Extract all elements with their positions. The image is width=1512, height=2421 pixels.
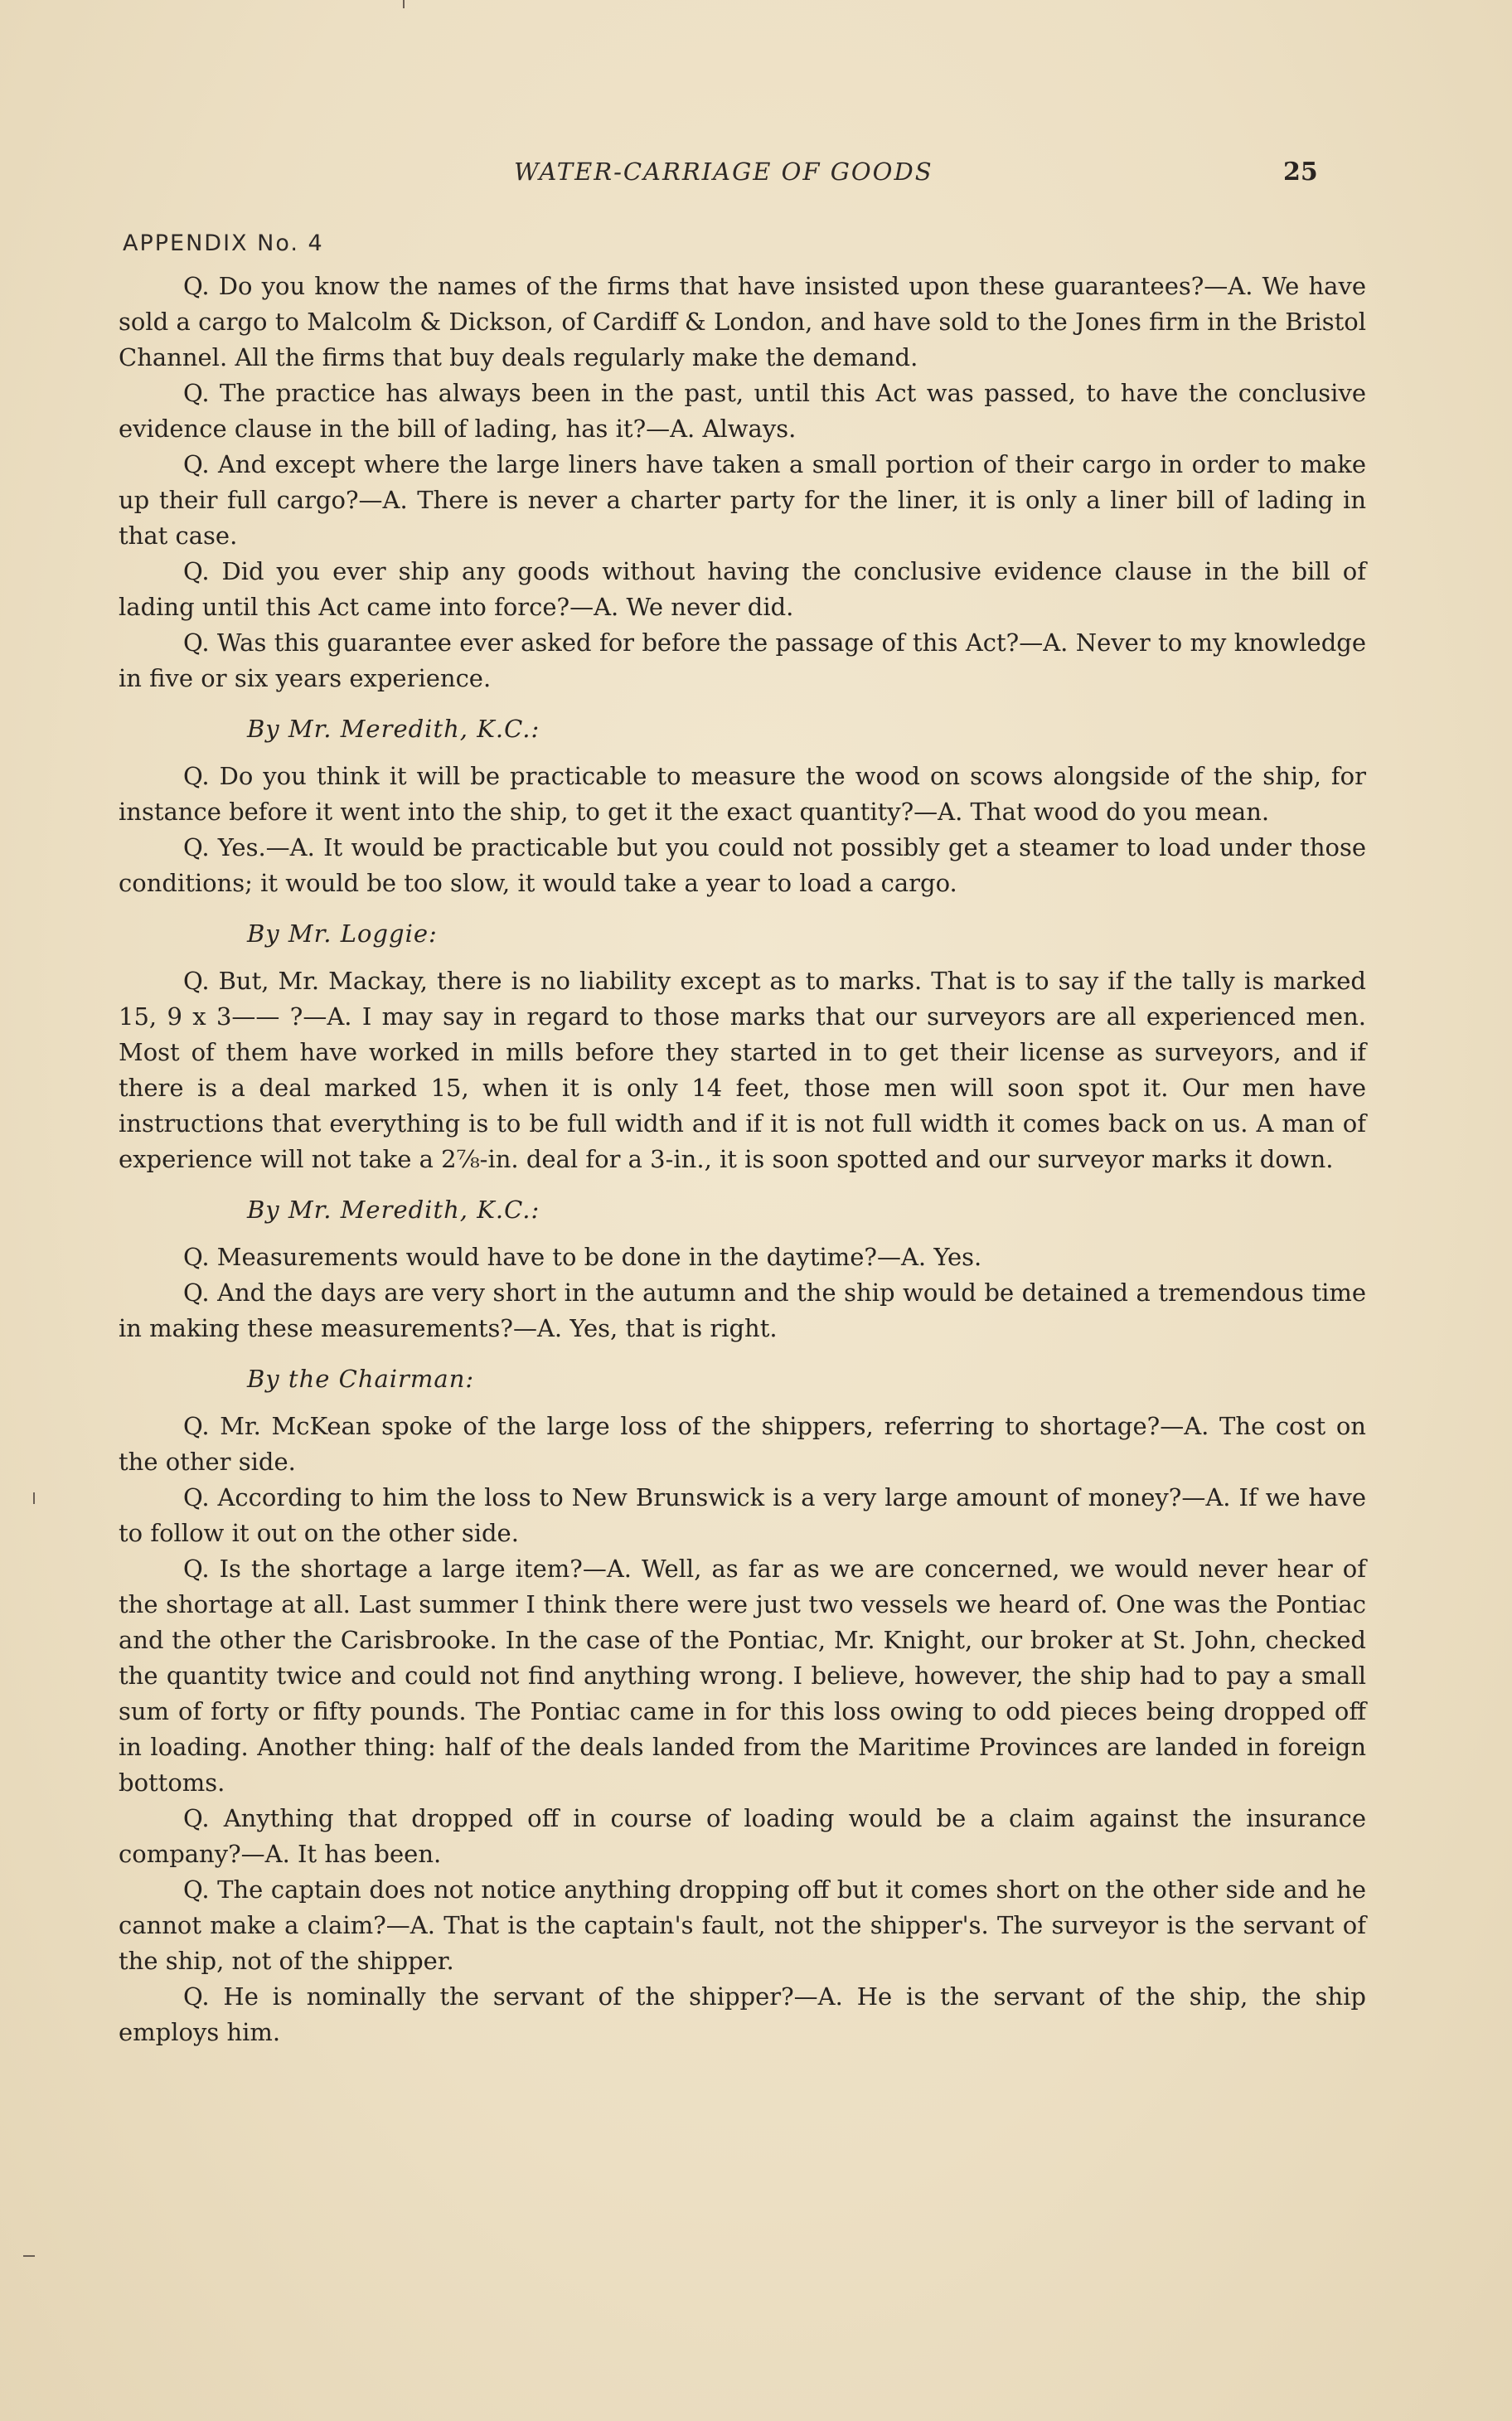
qa-paragraph: Q. Yes.—A. It would be practicable but you could not possibly get a steamer to load under those conditions; it would be too slow, it would take a year to load a cargo.: [119, 833, 1366, 897]
qa-paragraph: Q. Do you know the names of the firms that have insisted upon these guarantees?—A. We have sold a cargo to Malcolm & Dickson, of Cardiff & London, and have sold to the Jones firm in the Bristol Channel. All the firms that buy deals regularly make the demand.: [119, 272, 1366, 371]
qa-paragraph: Q. And except where the large liners have taken a small portion of their cargo in order to make up their full cargo?—A. There is never a charter party for the liner, it is only a liner bill of lading in that case.: [119, 450, 1366, 550]
qa-paragraph: Q. And the days are very short in the autumn and the ship would be detained a tremendous time in making these measurements?—A. Yes, that is right.: [119, 1278, 1366, 1342]
qa-paragraph: Q. Mr. McKean spoke of the large loss of the shippers, referring to shortage?—A. The cost on the other side.: [119, 1412, 1366, 1476]
qa-paragraph: Q. Measurements would have to be done in the daytime?—A. Yes.: [183, 1243, 982, 1271]
page-number: 25: [1283, 158, 1318, 187]
section-heading: By Mr. Loggie:: [247, 919, 438, 948]
section-heading: By Mr. Meredith, K.C.:: [247, 715, 540, 743]
appendix-label: APPENDIX No. 4: [123, 230, 324, 256]
qa-paragraph: Q. Did you ever ship any goods without having the conclusive evidence clause in the bill of lading until this Act came into force?—A. We never did.: [119, 557, 1366, 621]
stray-mark: [33, 1492, 35, 1504]
body-text: [119, 269, 1366, 2050]
qa-paragraph: Q. Is the shortage a large item?—A. Well, as far as we are concerned, we would never hear of the shortage at all. Last summer I think there were just two vessels we heard of. One was the Pontiac and the other the Carisbrooke. In the case of the Pontiac, Mr. Knight, our broker at St. John, checked the quantity twice and could not find anything wrong. I believe, however, the ship had to pay a small sum of forty or fifty pounds. The Pontiac came in for this loss owing to odd pieces being dropped off in loading. Another thing: half of the deals landed from the Maritime Provinces are landed in foreign bottoms.: [119, 1555, 1366, 1797]
qa-paragraph: Q. He is nominally the servant of the shipper?—A. He is the servant of the ship, the ship employs him.: [119, 1982, 1366, 2046]
qa-paragraph: Q. The practice has always been in the past, until this Act was passed, to have the conclusive evidence clause in the bill of lading, has it?—A. Always.: [119, 379, 1366, 443]
qa-paragraph: Q. The captain does not notice anything dropping off but it comes short on the other side and he cannot make a claim?—A. That is the captain's fault, not the shipper's. The surveyor is the servant of the ship, not of the shipper.: [119, 1875, 1366, 1975]
qa-paragraph: Q. According to him the loss to New Brunswick is a very large amount of money?—A. If we have to follow it out on the other side.: [119, 1483, 1366, 1547]
qa-paragraph: Q. Was this guarantee ever asked for before the passage of this Act?—A. Never to my knowledge in five or six years experience.: [119, 628, 1366, 692]
qa-paragraph: Q. Do you think it will be practicable to measure the wood on scows alongside of the ship, for instance before it went into the ship, to get it the exact quantity?—A. That wood do you mean.: [119, 762, 1366, 826]
running-title: WATER-CARRIAGE OF GOODS: [514, 158, 933, 186]
stray-mark: [23, 2255, 35, 2257]
section-heading: By Mr. Meredith, K.C.:: [247, 1196, 540, 1224]
section-heading: By the Chairman:: [247, 1365, 475, 1393]
stray-mark: [403, 0, 405, 8]
qa-paragraph: Q. Anything that dropped off in course of loading would be a claim against the insurance company?—A. It has been.: [119, 1804, 1366, 1868]
qa-paragraph: Q. But, Mr. Mackay, there is no liability except as to marks. That is to say if the tally is marked 15, 9 x 3—— ?—A. I may say in regard to those marks that our surveyors are all experienced men. Most of them have worked in mills before they started in to get their license as surveyors, and if there is a deal marked 15, when it is only 14 feet, those men will soon spot it. Our men have instructions that everything is to be full width and if it is not full width it comes back on us. A man of experience will not take a 2⅞-in. deal for a 3-in., it is soon spotted and our surveyor marks it down.: [119, 967, 1366, 1173]
running-head: [0, 158, 1512, 191]
